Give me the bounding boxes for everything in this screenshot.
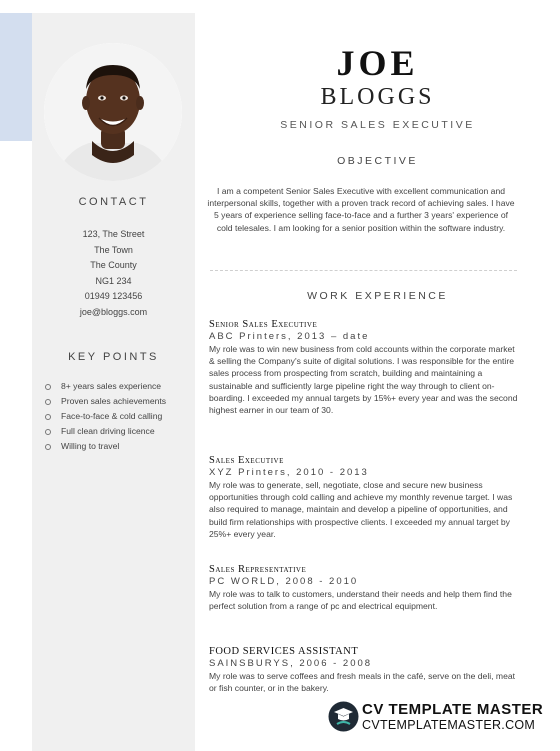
objective-heading: OBJECTIVE xyxy=(337,155,418,167)
job-description: My role was to win new business from cold accounts within the corporate market & selling the Company's suite of digital solutions. I was responsible for the entire sales process from prospecting from scratch, building and maintaining a sustainable and sufficiently large pipeline right the way through to client on-boarding. I exceeded my annual targets by 15%+ every year and was the second highest earner in our team of 30. xyxy=(209,344,518,416)
job-role: FOOD SERVICES ASSISTANT xyxy=(209,646,359,657)
email-address: joe@bloggs.com xyxy=(79,306,148,317)
address-street: 123, The Street xyxy=(82,229,145,239)
list-item xyxy=(44,411,192,423)
cv-template-master-logo-icon xyxy=(328,701,359,732)
phone-number: 01949 123456 xyxy=(84,291,143,301)
list-item xyxy=(44,381,192,393)
key-point-text: 8+ years sales experience xyxy=(61,381,162,391)
job-role: Sales Executive xyxy=(209,455,284,466)
brand-url: CVTEMPLATEMASTER.COM xyxy=(362,718,536,732)
job-description: My role was to talk to customers, understand their needs and help them find the perfect solution from a range of pc and electrical equipment. xyxy=(209,589,512,612)
circle-bullet-icon xyxy=(45,399,51,405)
job-entry xyxy=(209,318,520,416)
job-company: XYZ Printers, 2010 - 2013 xyxy=(209,467,369,478)
objective-text: I am a competent Senior Sales Executive with excellent communication and interpersonal skills, together with a proven track record of achieving sales. I have 5 years of experience selling face-to-face and a further 3 years' experience of cold telesales. I am looking for a senior position within the software industry. xyxy=(207,186,515,233)
list-item xyxy=(44,441,192,453)
address-county: The County xyxy=(90,260,137,270)
key-point-text: Full clean driving licence xyxy=(61,426,155,437)
job-company: ABC Printers, 2013 – date xyxy=(209,331,370,342)
circle-bullet-icon xyxy=(45,429,51,435)
job-entry xyxy=(209,454,520,540)
job-role: Senior Sales Executive xyxy=(209,319,318,330)
circle-bullet-icon xyxy=(45,444,51,450)
contact-details xyxy=(32,227,195,320)
job-entry xyxy=(209,645,520,694)
profile-photo xyxy=(44,43,182,181)
key-points-list xyxy=(44,381,192,456)
job-description: My role was to generate, sell, negotiate, close and secure new business opportunities through cold calling and achieve my monthly revenue target. I was also required to manage, maintain and develop a pipeline of opportunities, and build firm relationships with prospective clients. I exceeded my annual target by 25%+ every year. xyxy=(209,480,513,539)
circle-bullet-icon xyxy=(45,414,51,420)
work-experience-heading: WORK EXPERIENCE xyxy=(307,290,448,302)
job-entry xyxy=(209,563,520,612)
job-role: Sales Representative xyxy=(209,564,307,575)
first-name: JOE xyxy=(336,43,419,83)
key-points-heading: KEY POINTS xyxy=(68,351,159,363)
job-company: SAINSBURYS, 2006 - 2008 xyxy=(209,658,373,669)
key-point-text: Willing to travel xyxy=(61,441,120,452)
address-town: The Town xyxy=(94,244,133,255)
list-item xyxy=(44,426,192,438)
job-description: My role was to serve coffees and fresh meals in the café, serve on the deli, meat or fish counter, or in the bakery. xyxy=(209,671,516,694)
section-divider xyxy=(210,270,517,271)
job-title: SENIOR SALES EXECUTIVE xyxy=(280,119,475,131)
contact-heading: CONTACT xyxy=(78,196,149,208)
brand-name: CV TEMPLATE MASTER xyxy=(362,701,544,718)
job-company: PC WORLD, 2008 - 2010 xyxy=(209,576,359,587)
key-point-text: Proven sales achievements xyxy=(61,396,167,407)
key-point-text: Face-to-face & cold calling xyxy=(61,411,163,422)
list-item xyxy=(44,396,192,408)
address-postcode: NG1 234 xyxy=(95,275,132,286)
circle-bullet-icon xyxy=(45,384,51,390)
last-name: BLOGGS xyxy=(320,84,435,110)
cv-template-master-brand xyxy=(328,699,553,735)
